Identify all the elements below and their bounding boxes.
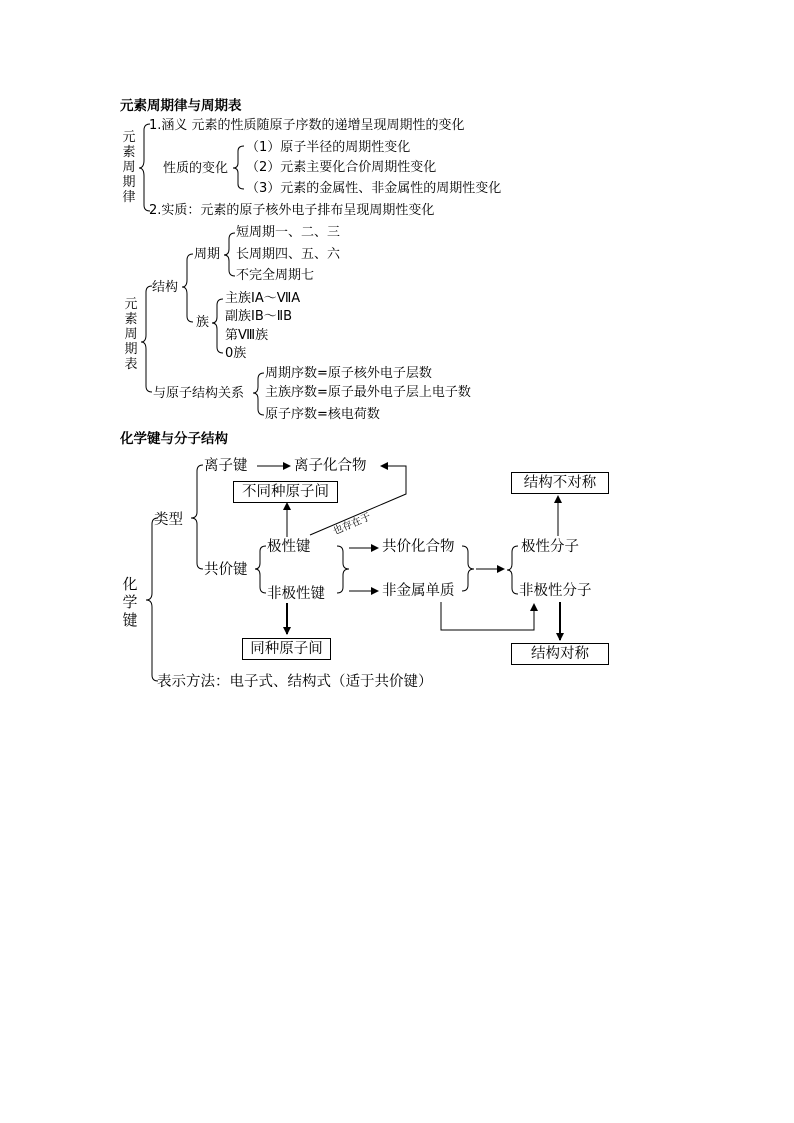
group-eight: 第Ⅷ族: [225, 328, 269, 343]
brace-periodic-law: [139, 124, 150, 211]
type-label: 类型: [154, 512, 183, 528]
covalent-bond: 共价键: [204, 562, 248, 578]
polar-molecule: 极性分子: [521, 539, 579, 555]
relation-group: 主族序数=原子最外电子层上电子数: [265, 385, 471, 400]
brace-period: [224, 233, 235, 276]
property-item-2: （2）元素主要化合价周期性变化: [246, 160, 437, 175]
line-nonmetal-to-nonpolar: [441, 602, 534, 630]
ionic-compound: 离子化合物: [294, 458, 367, 474]
group-main: 主族ⅠA～ⅦA: [225, 291, 301, 306]
periodic-table-label: 元素周期表: [124, 297, 138, 372]
nonpolar-molecule: 非极性分子: [519, 583, 592, 599]
period-short: 短周期一、二、三: [236, 225, 341, 240]
group-zero: 0族: [225, 346, 247, 361]
section-title-periodic-law: 元素周期律与周期表: [120, 98, 242, 114]
symmetric-structure-box: 结构对称: [511, 643, 609, 665]
section-title-chemical-bond: 化学键与分子结构: [120, 431, 228, 447]
chemical-bond-label: 化学键: [122, 575, 138, 629]
brace-relation: [253, 373, 264, 415]
law-meaning: 1.涵义 元素的性质随原子序数的递增呈现周期性的变化: [149, 118, 465, 133]
structure-label: 结构: [152, 280, 179, 295]
ionic-bond: 离子键: [204, 458, 248, 474]
relation-period: 周期序数=原子核外电子层数: [265, 366, 432, 381]
brace-type: [191, 465, 203, 569]
different-atoms-box: 不同种原子间: [233, 481, 338, 503]
law-essence: 2.实质：元素的原子核外电子排布呈现周期性变化: [149, 203, 435, 218]
period-incomplete: 不完全周期七: [236, 268, 315, 283]
property-item-3: （3）元素的金属性、非金属性的周期性变化: [246, 181, 502, 196]
brace-molecules: [507, 546, 518, 594]
brace-right-compounds: [462, 546, 474, 591]
covalent-compound: 共价化合物: [382, 539, 455, 555]
brace-periodic-table: [141, 286, 152, 392]
period-label: 周期: [194, 247, 221, 262]
group-sub: 副族ⅠB～ⅡB: [225, 309, 293, 324]
property-item-1: （1）原子半径的周期性变化: [246, 140, 411, 155]
brace-chemical-bond: [146, 518, 158, 681]
relation-label: 与原子结构关系: [153, 386, 245, 401]
polar-bond: 极性键: [267, 539, 311, 555]
line-also-exists: [310, 466, 406, 538]
representation-method: 表示方法：电子式、结构式（适于共价键）: [157, 674, 433, 690]
nonmetal-element: 非金属单质: [382, 583, 455, 599]
brace-group: [212, 299, 223, 353]
periodic-law-label: 元素周期律: [122, 130, 136, 205]
nonpolar-bond: 非极性键: [267, 586, 325, 602]
brace-properties: [233, 146, 244, 189]
asymmetric-structure-box: 结构不对称: [511, 472, 609, 494]
period-long: 长周期四、五、六: [236, 247, 341, 262]
property-change-label: 性质的变化: [163, 161, 229, 176]
group-label: 族: [196, 315, 210, 330]
also-exists-label: 也存在于: [331, 511, 373, 538]
relation-atomic-number: 原子序数=核电荷数: [265, 407, 380, 422]
brace-right-bonds: [337, 546, 349, 593]
brace-structure: [182, 254, 193, 322]
brace-covalent: [255, 546, 266, 593]
same-atoms-box: 同种原子间: [242, 638, 331, 660]
